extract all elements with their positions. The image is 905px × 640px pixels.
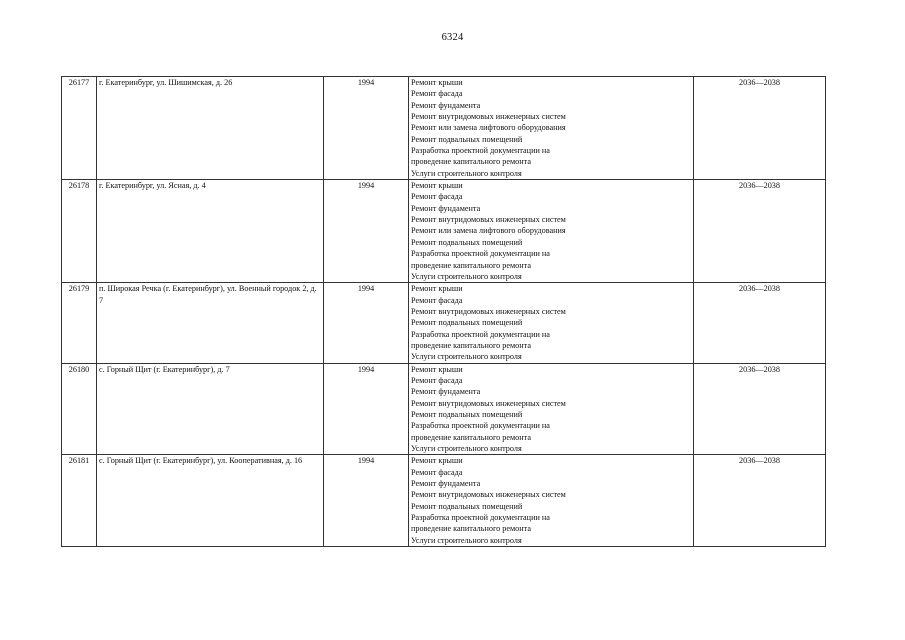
work-item: Разработка проектной документации на	[411, 513, 550, 523]
work-item: Услуги строительного контроля	[411, 168, 522, 178]
work-item: Ремонт внутридомовых инженерных систем	[411, 306, 566, 316]
work-item: Ремонт крыши	[411, 78, 463, 87]
work-item: проведение капитального ремонта	[411, 157, 531, 167]
work-item: Услуги строительного контроля	[411, 352, 522, 362]
work-item: Ремонт фасада	[411, 375, 463, 385]
work-item: Ремонт подвальных помещений	[411, 409, 523, 419]
building-id-cell: 26180	[62, 363, 97, 455]
work-item: Ремонт подвальных помещений	[411, 237, 523, 247]
work-item: Разработка проектной документации на	[411, 421, 550, 431]
table-row	[62, 283, 826, 363]
work-item: проведение капитального ремонта	[411, 340, 531, 350]
works-cell	[409, 180, 694, 283]
work-item: Ремонт крыши	[411, 456, 463, 466]
work-item: Услуги строительного контроля	[411, 444, 522, 453]
address-cell: г. Екатеринбург, ул. Шишимская, д. 26	[97, 77, 324, 180]
address-cell: п. Широкая Речка (г. Екатеринбург), ул. Военный городок 2, д. 7	[97, 283, 324, 363]
work-item: Ремонт фундамента	[411, 203, 481, 213]
work-item: Ремонт крыши	[411, 181, 463, 191]
work-item: Ремонт фасада	[411, 192, 463, 202]
work-item: Ремонт внутридомовых инженерных систем	[411, 215, 566, 225]
table-row	[62, 77, 826, 180]
work-item: Разработка проектной документации на	[411, 249, 550, 259]
work-item: Ремонт фундамента	[411, 479, 481, 489]
period-cell: 2036—2038	[694, 455, 826, 547]
period-cell: 2036—2038	[694, 363, 826, 455]
building-id-cell: 26178	[62, 180, 97, 283]
work-item: Услуги строительного контроля	[411, 535, 522, 545]
work-item: Ремонт внутридомовых инженерных систем	[411, 112, 566, 122]
address-cell: г. Екатеринбург, ул. Ясная, д. 4	[97, 180, 324, 283]
year-cell: 1994	[324, 363, 409, 455]
work-item: проведение капитального ремонта	[411, 260, 531, 270]
work-item: Ремонт фасада	[411, 295, 463, 305]
registry-body	[62, 77, 826, 547]
work-item: Ремонт подвальных помещений	[411, 318, 523, 328]
work-item: Ремонт подвальных помещений	[411, 134, 523, 144]
table-row	[62, 180, 826, 283]
year-cell: 1994	[324, 455, 409, 547]
work-item: Разработка проектной документации на	[411, 329, 550, 339]
address-cell: с. Горный Щит (г. Екатеринбург), д. 7	[97, 363, 324, 455]
work-item: Ремонт или замена лифтового оборудования	[411, 123, 566, 133]
year-cell: 1994	[324, 283, 409, 363]
address-cell: с. Горный Щит (г. Екатеринбург), ул. Кооперативная, д. 16	[97, 455, 324, 547]
work-item: Ремонт фасада	[411, 89, 463, 99]
building-id-cell: 26177	[62, 77, 97, 180]
work-item: Ремонт подвальных помещений	[411, 501, 523, 511]
work-item: Ремонт внутридомовых инженерных систем	[411, 490, 566, 500]
period-cell: 2036—2038	[694, 180, 826, 283]
year-cell: 1994	[324, 77, 409, 180]
work-item: Услуги строительного контроля	[411, 271, 522, 281]
works-cell	[409, 77, 694, 180]
work-item: Разработка проектной документации на	[411, 146, 550, 156]
work-item: Ремонт крыши	[411, 284, 463, 294]
work-item: Ремонт фундамента	[411, 100, 481, 110]
building-registry-table	[61, 76, 826, 547]
building-id-cell: 26179	[62, 283, 97, 363]
work-item: проведение капитального ремонта	[411, 432, 531, 442]
work-item: Ремонт фасада	[411, 467, 463, 477]
works-cell	[409, 283, 694, 363]
building-id-cell: 26181	[62, 455, 97, 547]
work-item: Ремонт фундамента	[411, 387, 481, 397]
period-cell: 2036—2038	[694, 77, 826, 180]
table-row	[62, 455, 826, 547]
work-item: Ремонт внутридомовых инженерных систем	[411, 398, 566, 408]
period-cell: 2036—2038	[694, 283, 826, 363]
work-item: проведение капитального ремонта	[411, 524, 531, 534]
works-cell	[409, 455, 694, 547]
work-item: Ремонт или замена лифтового оборудования	[411, 226, 566, 236]
year-cell: 1994	[324, 180, 409, 283]
works-cell	[409, 363, 694, 455]
work-item: Ремонт крыши	[411, 364, 463, 374]
table-row	[62, 363, 826, 455]
page-number: 6324	[441, 32, 464, 43]
